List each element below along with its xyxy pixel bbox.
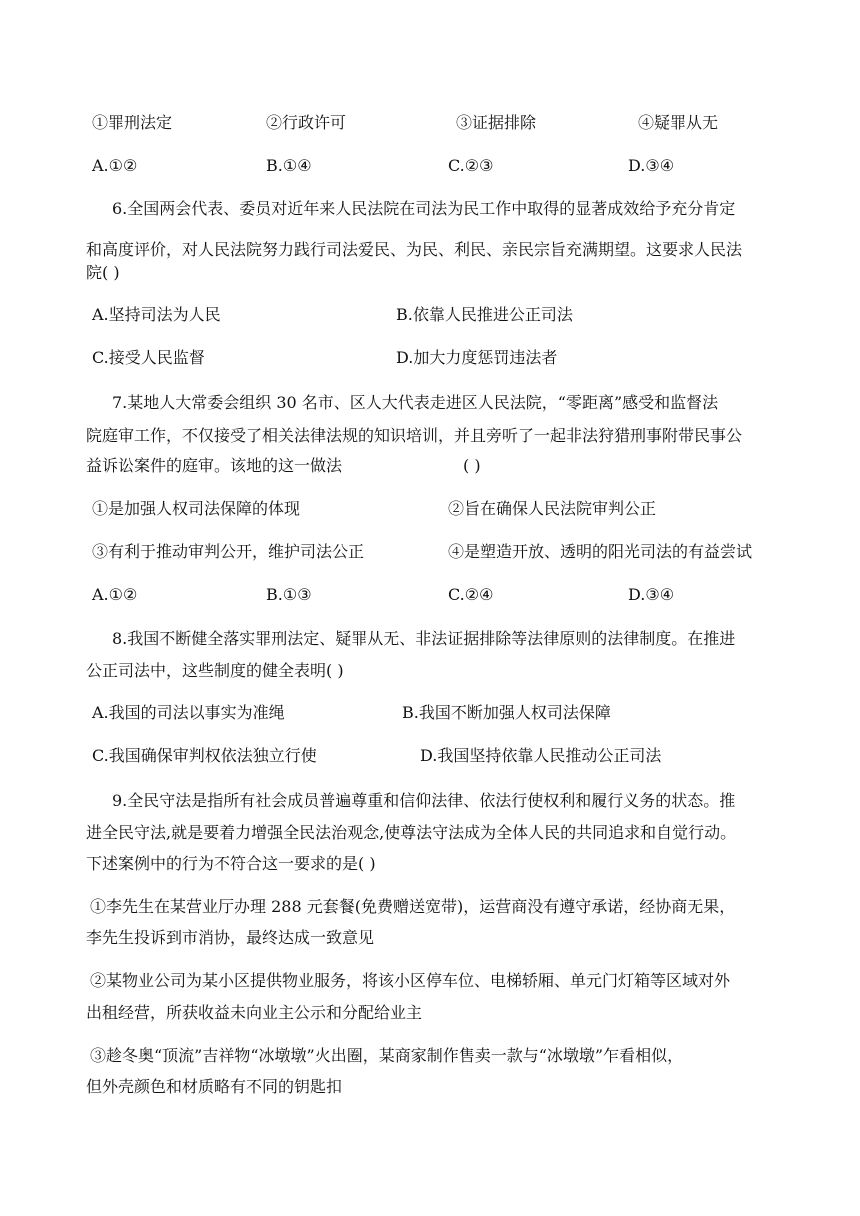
q8-choice-c: C.我国确保审判权依法独立行使 [92,746,317,765]
q5-item-3: ③证据排除 [456,113,537,132]
q9-stem-line-1: 9.全民守法是指所有社会成员普遍尊重和信仰法律、依法行使权利和履行义务的状态。推 [112,791,736,810]
q9-item-3-line-1: ③趁冬奥“顶流”吉祥物“冰墩墩”火出圈，某商家制作售卖一款与“冰墩墩”乍看相似， [90,1046,684,1065]
q5-item-1: ①罪刑法定 [92,113,173,132]
q6-choice-d: D.加大力度惩罚违法者 [396,348,558,367]
q8-choice-d: D.我国坚持依靠人民推动公正司法 [420,746,662,765]
q5-choice-a: A.①② [92,156,138,175]
q6-choice-b: B.依靠人民推进公正司法 [396,305,573,324]
q8-stem-line-1: 8.我国不断健全落实罪刑法定、疑罪从无、非法证据排除等法律原则的法律制度。在推进 [112,629,736,648]
q9-item-2-line-2: 出租经营，所获收益未向业主公示和分配给业主 [86,1003,423,1022]
q7-stem-line-3: 益诉讼案件的庭审。该地的这一做法 [86,456,343,475]
q9-stem-line-3: 下述案例中的行为不符合这一要求的是( ) [86,854,376,873]
q5-choice-c: C.②③ [448,156,494,175]
q7-item-4: ④是塑造开放、透明的阳光司法的有益尝试 [448,542,753,561]
q7-item-2: ②旨在确保人民法院审判公正 [448,499,657,518]
q6-stem-line-2: 和高度评价，对人民法院努力践行司法爱民、为民、利民、亲民宗旨充满期望。这要求人民法 [86,240,743,259]
q7-item-3: ③有利于推动审判公开，维护司法公正 [92,542,365,561]
q9-stem-line-2: 进全民守法,就是要着力增强全民法治观念,使尊法守法成为全体人民的共同追求和自觉行动。 [86,823,737,842]
q6-choice-c: C.接受人民监督 [92,348,205,367]
q5-item-2: ②行政许可 [266,113,347,132]
q7-choice-a: A.①② [92,585,138,604]
q7-stem-line-2: 院庭审工作，不仅接受了相关法律法规的知识培训，并且旁听了一起非法狩猎刑事附带民事公 [86,426,743,445]
q9-item-1-line-1: ①李先生在某营业厅办理 288 元套餐(免费赠送宽带)，运营商没有遵守承诺，经协商无果， [90,897,736,916]
q7-choice-d: D.③④ [628,585,675,604]
q8-stem-line-2: 公正司法中，这些制度的健全表明( ) [86,661,344,680]
q6-choice-a: A.坚持司法为人民 [92,305,221,324]
q8-choice-b: B.我国不断加强人权司法保障 [402,703,611,722]
q8-choice-a: A.我国的司法以事实为准绳 [92,703,285,722]
q7-choice-b: B.①③ [266,585,312,604]
q5-choice-b: B.①④ [266,156,312,175]
q6-stem-line-1: 6.全国两会代表、委员对近年来人民法院在司法为民工作中取得的显著成效给予充分肯定 [112,199,736,218]
q7-answer-blank: ( ) [463,456,481,475]
q6-stem-line-3: 院( ) [86,263,120,282]
q9-item-2-line-1: ②某物业公司为某小区提供物业服务，将该小区停车位、电梯轿厢、单元门灯箱等区域对外 [90,971,731,990]
q5-choice-d: D.③④ [628,156,675,175]
q7-item-1: ①是加强人权司法保障的体现 [92,499,301,518]
q7-stem-line-1: 7.某地人大常委会组织 30 名市、区人大代表走进区人民法院，“零距离”感受和监督法 [112,393,719,412]
q9-item-3-line-2: 但外壳颜色和材质略有不同的钥匙扣 [86,1077,343,1096]
q5-item-4: ④疑罪从无 [638,113,719,132]
q9-item-1-line-2: 李先生投诉到市消协，最终达成一致意见 [86,928,375,947]
q7-choice-c: C.②④ [448,585,494,604]
